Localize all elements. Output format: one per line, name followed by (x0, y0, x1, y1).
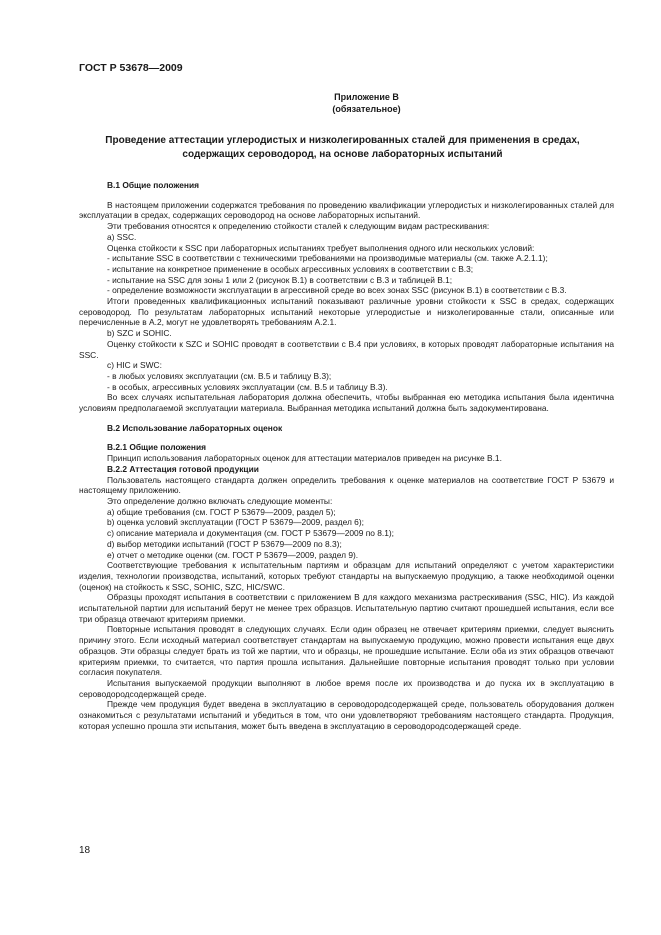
document-body (79, 180, 614, 731)
section-heading: В.2 Использование лабораторных оценок (107, 422, 283, 433)
annex-status: (обязательное) (332, 104, 401, 114)
list-item: а) общие требования (см. ГОСТ Р 53679—2009, раздел 5); (107, 506, 336, 517)
list-item: е) отчет о методике оценки (см. ГОСТ Р 53679—2009, раздел 9). (107, 549, 359, 560)
page-number: 18 (79, 845, 91, 856)
paragraph: В настоящем приложении содержатся требования по проведению квалификации углеродистых и низколегированных сталей для эксплуатации в средах, содержащих сероводород на основе лабораторных испытаний. (79, 199, 614, 221)
list-item: - в особых, агрессивных условиях эксплуатации (см. В.5 и таблицу В.3). (107, 381, 388, 392)
paragraph: Принцип использования лабораторных оценок для аттестации материалов приведен на рисунке В.1. (107, 453, 502, 464)
paragraph: Оценка стойкости к SSC при лабораторных испытаниях требует выполнения одного или нескольких условий: (107, 242, 535, 253)
paragraph: Прежде чем продукция будет введена в эксплуатацию в сероводородсодержащей среде, пользователь оборудования должен ознакомиться с результатами испытаний и убедиться в том, что они удовлетворяют требованиям настоящего стандарта. Продукция, которая успешно прошла эти испытания, может быть введена в эксплуатацию в сероводородсодержащей среде. (79, 699, 614, 731)
paragraph: Оценку стойкости к SZC и SOHIC проводят в соответствии с В.4 при условиях, в которых проводят лабораторные испытания на SSC. (79, 338, 614, 360)
section-heading: В.1 Общие положения (107, 180, 200, 190)
subsection-heading: В.2.1 Общие положения (107, 442, 206, 453)
list-item: - в любых условиях эксплуатации (см. В.5 и таблицу В.3); (107, 370, 332, 381)
document-title: Проведение аттестации углеродистых и низколегированных сталей для применения в средах, содержащих сероводород, на основе лабораторных испытаний (105, 135, 580, 160)
paragraph: Испытания выпускаемой продукции выполняют в любое время после их производства и до пуска их в эксплуатацию в сероводородсодержащей среде. (79, 677, 614, 699)
paragraph: Соответствующие требования к испытательным партиям и образцам для испытаний определяют с учетом характеристики изделия, технологии производства, испытаний, которых требуют стандарты на выпускаемую продукцию, а также необходимой оценки (оценок) на стойкость к SSC, SOHIC, SZC, HIC/SWC. (79, 560, 614, 592)
list-item: b) оценка условий эксплуатации (ГОСТ Р 53679—2009, раздел 6); (107, 517, 364, 528)
list-item: - испытание SSC в соответствии с техническими требованиями на производимые материалы (см. также А.2.1.1); (107, 253, 548, 264)
standard-code: ГОСТ Р 53678—2009 (79, 62, 183, 74)
list-item: d) выбор методики испытаний (ГОСТ Р 53679—2009 по 8.3); (107, 538, 342, 549)
list-item: с) HIC и SWC: (107, 360, 162, 371)
paragraph: Это определение должно включать следующие моменты: (107, 495, 333, 506)
list-item: а) SSC. (107, 231, 137, 242)
paragraph: Эти требования относятся к определению стойкости сталей к следующим видам растрескивания: (107, 221, 490, 232)
paragraph: Итоги проведенных квалификационных испытаний показывают различные уровни стойкости к SSC в средах, содержащих сероводород. По результатам лабораторных испытаний некоторые углеродистые и низколегированные стали, описанные или перечисленные в А.2, могут не удовлетворять требованиям А.2.1. (79, 296, 614, 328)
annex-title: Приложение В (334, 92, 399, 102)
list-item: - испытание на конкретное применение в особых агрессивных условиях в соответствии с В.3; (107, 263, 474, 274)
paragraph: Повторные испытания проводят в следующих случаях. Если один образец не отвечает критериям приемки, следует выяснить причину этого. Если исходный материал соответствует стандартам на выпускаемую продукцию, можно провести испытания еще двух образцов. Эти образцы следует брать из той же партии, что и образцы, не прошедшие испытание. Если оба из этих образцов отвечают критериям приемки, то считается, что партия прошла испытания. Дальнейшие повторные испытания проводят только при условии согласия покупателя. (79, 624, 614, 678)
list-item: - испытание на SSC для зоны 1 или 2 (рисунок В.1) в соответствии с В.3 и таблицей В.1; (107, 274, 453, 285)
paragraph: Образцы проходят испытания в соответствии с приложением В для каждого механизма растрескивания (SSC, HIC). Из каждой испытательной партии для испытаний берут не менее трех образцов. Испытательную партию считают прошедшей испытания, если все три образца отвечают критериям приемки. (79, 592, 614, 624)
list-item: - определение возможности эксплуатации в агрессивной среде во всех зонах SSC (рисунок В.1) в соответствии с В.3. (107, 285, 567, 296)
list-item: с) описание материала и документация (см. ГОСТ Р 53679—2009 по 8.1); (107, 528, 394, 539)
subsection-heading: В.2.2 Аттестация готовой продукции (107, 463, 259, 474)
paragraph: Пользователь настоящего стандарта должен определить требования к оценке материалов на соответствие ГОСТ Р 53679 и настоящему приложению. (79, 474, 614, 496)
paragraph: Во всех случаях испытательная лаборатория должна обеспечить, чтобы выбранная ею методика испытания была идентична условиям предполагаемой эксплуатации материала. Выбранная методика испытаний должна быть задокументирована. (79, 392, 614, 414)
list-item: b) SZC и SOHIC. (107, 328, 172, 339)
